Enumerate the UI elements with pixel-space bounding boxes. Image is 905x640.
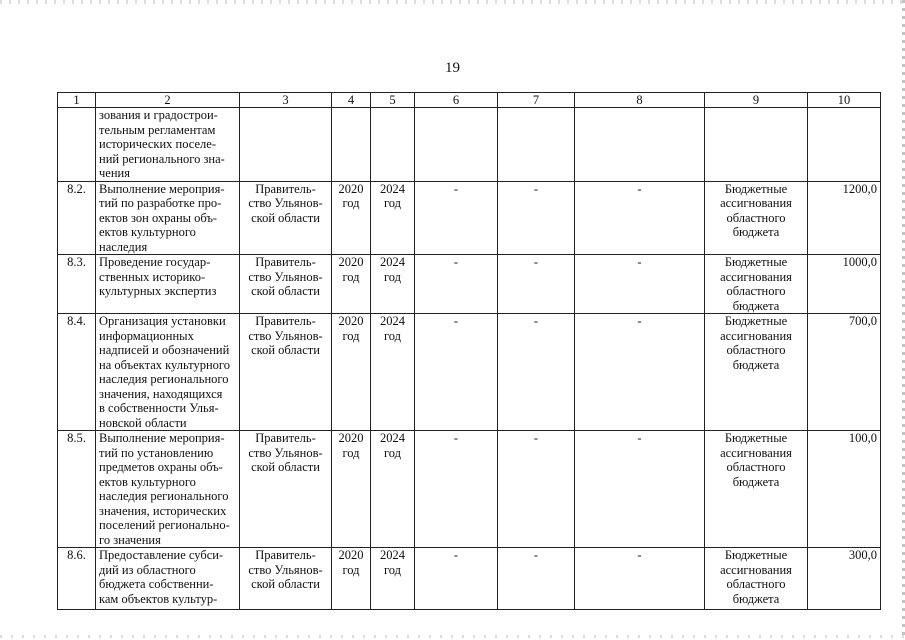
measure-title: Организация установки информационных надписей и обозначений на объектах культурного наследия регионального значения, находящихся в собственности Улья- новской области (96, 314, 240, 431)
end-year: 2024 год (371, 548, 415, 610)
start-year (332, 108, 371, 182)
funding-amount: 100,0 (808, 431, 881, 548)
item-number: 8.4. (58, 314, 96, 431)
col8-value: - (575, 255, 705, 314)
funding-source: Бюджетные ассигнования областного бюджета (705, 314, 808, 431)
funding-source (705, 108, 808, 182)
item-number: 8.5. (58, 431, 96, 548)
column-header: 8 (575, 93, 705, 108)
col6-value: - (415, 548, 498, 610)
start-year: 2020 год (332, 255, 371, 314)
col7-value (498, 108, 575, 182)
executor: Правитель- ство Ульянов- ской области (240, 314, 332, 431)
start-year: 2020 год (332, 548, 371, 610)
column-number-row (58, 93, 881, 108)
col6-value (415, 108, 498, 182)
end-year: 2024 год (371, 181, 415, 255)
funding-source: Бюджетные ассигнования областного бюджета (705, 181, 808, 255)
start-year: 2020 год (332, 181, 371, 255)
column-header: 6 (415, 93, 498, 108)
col7-value: - (498, 255, 575, 314)
scan-artifact-top (0, 0, 905, 4)
col8-value: - (575, 181, 705, 255)
funding-source: Бюджетные ассигнования областного бюджета (705, 548, 808, 610)
executor: Правитель- ство Ульянов- ской области (240, 548, 332, 610)
executor: Правитель- ство Ульянов- ской области (240, 181, 332, 255)
col7-value: - (498, 181, 575, 255)
col6-value: - (415, 431, 498, 548)
item-number: 8.3. (58, 255, 96, 314)
col6-value: - (415, 255, 498, 314)
col7-value: - (498, 548, 575, 610)
col8-value: - (575, 548, 705, 610)
page-number: 19 (445, 60, 460, 76)
column-header: 1 (58, 93, 96, 108)
column-header: 4 (332, 93, 371, 108)
col8-value: - (575, 314, 705, 431)
col7-value: - (498, 431, 575, 548)
table-row (58, 255, 881, 314)
table-row (58, 314, 881, 431)
end-year: 2024 год (371, 431, 415, 548)
col8-value: - (575, 431, 705, 548)
item-number (58, 108, 96, 182)
measure-title: зования и градострои- тельным регламентам исторических поселе- ний регионального зна- чения (96, 108, 240, 182)
executor: Правитель- ство Ульянов- ской области (240, 431, 332, 548)
table-row (58, 181, 881, 255)
measure-title: Выполнение мероприя- тий по установлению предметов охраны объ- ектов культурного наследия регионального значения, исторических поселений регионально- го значения (96, 431, 240, 548)
executor: Правитель- ство Ульянов- ской области (240, 255, 332, 314)
end-year: 2024 год (371, 255, 415, 314)
measures-table (57, 92, 881, 610)
scan-artifact-bottom (0, 635, 905, 638)
funding-amount (808, 108, 881, 182)
funding-source: Бюджетные ассигнования областного бюджета (705, 255, 808, 314)
item-number: 8.2. (58, 181, 96, 255)
column-header: 7 (498, 93, 575, 108)
col8-value (575, 108, 705, 182)
funding-amount: 700,0 (808, 314, 881, 431)
executor (240, 108, 332, 182)
end-year (371, 108, 415, 182)
funding-source: Бюджетные ассигнования областного бюджета (705, 431, 808, 548)
start-year: 2020 год (332, 314, 371, 431)
funding-amount: 1000,0 (808, 255, 881, 314)
col6-value: - (415, 181, 498, 255)
item-number: 8.6. (58, 548, 96, 610)
col7-value: - (498, 314, 575, 431)
column-header: 2 (96, 93, 240, 108)
funding-amount: 300,0 (808, 548, 881, 610)
column-header: 9 (705, 93, 808, 108)
table-row (58, 108, 881, 182)
start-year: 2020 год (332, 431, 371, 548)
measure-title: Предоставление субси- дий из областного бюджета собственни- кам объектов культур- (96, 548, 240, 610)
col6-value: - (415, 314, 498, 431)
table-row (58, 548, 881, 610)
table-row (58, 431, 881, 548)
measure-title: Проведение государ- ственных историко- культурных экспертиз (96, 255, 240, 314)
column-header: 5 (371, 93, 415, 108)
funding-amount: 1200,0 (808, 181, 881, 255)
end-year: 2024 год (371, 314, 415, 431)
column-header: 10 (808, 93, 881, 108)
measure-title: Выполнение мероприя- тий по разработке про- ектов зон охраны объ- ектов культурного наследия (96, 181, 240, 255)
column-header: 3 (240, 93, 332, 108)
